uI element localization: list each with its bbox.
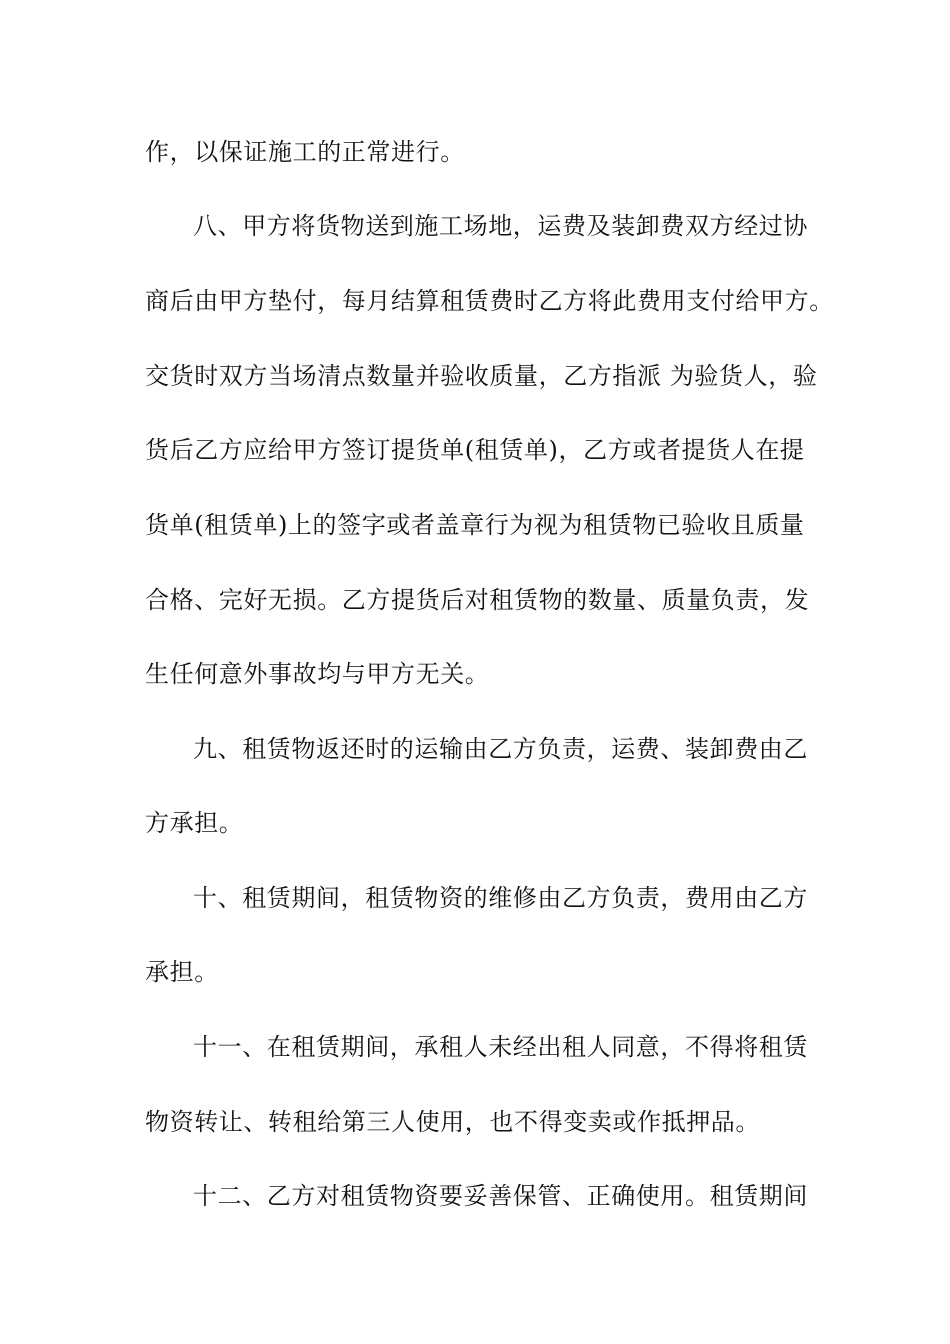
text-line-clause-8: 八、甲方将货物送到施工场地，运费及装卸费双方经过协: [193, 212, 808, 240]
text-line: 作，以保证施工的正常进行。: [145, 138, 465, 166]
text-line-clause-12: 十二、乙方对租赁物资要妥善保管、正确使用。租赁期间: [193, 1182, 808, 1210]
text-line: 承担。: [145, 958, 219, 986]
text-line: 合格、完好无损。乙方提货后对租赁物的数量、质量负责，发: [145, 586, 810, 614]
text-line-clause-9: 九、租赁物返还时的运输由乙方负责，运费、装卸费由乙: [193, 735, 808, 763]
text-line: 生任何意外事故均与甲方无关。: [145, 660, 490, 688]
text-line: 物资转让、转租给第三人使用，也不得变卖或作抵押品。: [145, 1108, 760, 1136]
text-line: 方承担。: [145, 809, 244, 837]
text-line: 货后乙方应给甲方签订提货单(租赁单)，乙方或者提货人在提: [145, 436, 805, 464]
text-line: 交货时双方当场清点数量并验收质量，乙方指派 为验货人，验: [145, 362, 818, 390]
text-line: 商后由甲方垫付，每月结算租赁费时乙方将此费用支付给甲方。: [145, 287, 834, 315]
text-line-clause-10: 十、租赁期间，租赁物资的维修由乙方负责，费用由乙方: [193, 884, 808, 912]
text-line: 货单(租赁单)上的签字或者盖章行为视为租赁物已验收且质量: [145, 511, 805, 539]
text-line-clause-11: 十一、在租赁期间，承租人未经出租人同意，不得将租赁: [193, 1033, 808, 1061]
